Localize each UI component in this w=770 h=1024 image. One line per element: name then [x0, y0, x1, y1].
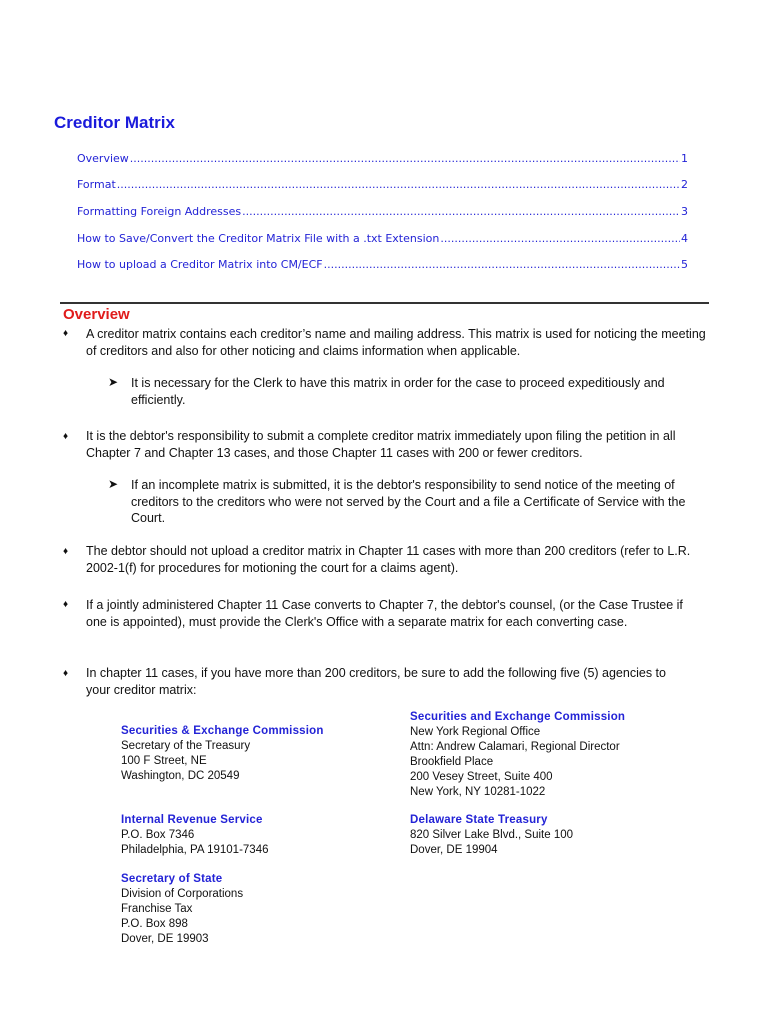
bullet-paragraph: If a jointly administered Chapter 11 Case converts to Chapter 7, the debtor's counsel, (or the Case Trustee if one is appointed), must provide the Clerk's Office with a separate matrix for each converting case.: [86, 598, 683, 629]
arrow-bullet-icon: ➤: [108, 477, 119, 491]
agency-name: Delaware State Treasury: [410, 814, 548, 826]
agency-address: [410, 710, 625, 800]
toc-page: 4: [681, 232, 688, 245]
document-title: Creditor Matrix: [54, 113, 175, 132]
address-line: Franchise Tax: [121, 903, 193, 915]
agency-address: [121, 813, 269, 858]
address-line: New York, NY 10281-1022: [410, 786, 546, 798]
agency-name: Secretary of State: [121, 873, 223, 885]
address-line: Division of Corporations: [121, 888, 244, 900]
subbullet-paragraph: If an incomplete matrix is submitted, it is the debtor's responsibility to send notice of the meeting of creditors to the creditors who were not served by the Court and a file a Certificate of Service with the Court.: [131, 478, 686, 525]
bullet-paragraph: In chapter 11 cases, if you have more than 200 creditors, be sure to add the following five (5) agencies to your creditor matrix:: [86, 666, 666, 697]
toc-label: How to Save/Convert the Creditor Matrix File with a .txt Extension: [77, 232, 440, 245]
address-line: New York Regional Office: [410, 726, 541, 738]
address-line: Dover, DE 19904: [410, 844, 498, 856]
toc-link-foreign-addresses[interactable]: [77, 205, 688, 218]
toc-leader: [324, 258, 680, 271]
toc-label: How to upload a Creditor Matrix into CM/ECF: [77, 258, 323, 271]
agency-name: Internal Revenue Service: [121, 814, 263, 826]
toc-link-upload[interactable]: [77, 258, 688, 271]
address-line: Dover, DE 19903: [121, 933, 209, 945]
toc-label: Formatting Foreign Addresses: [77, 205, 242, 218]
toc-leader: [117, 178, 680, 191]
address-line: Secretary of the Treasury: [121, 740, 251, 752]
arrow-bullet-icon: ➤: [108, 375, 119, 389]
toc-leader: [130, 152, 680, 165]
address-line: 100 F Street, NE: [121, 755, 207, 767]
agency-name: Securities and Exchange Commission: [410, 711, 626, 723]
toc-label: Format: [77, 178, 116, 191]
subbullet-paragraph: It is necessary for the Clerk to have this matrix in order for the case to proceed expeditiously and efficiently.: [131, 376, 665, 407]
section-heading: Overview: [63, 306, 130, 323]
diamond-bullet-icon: ♦: [63, 431, 69, 442]
address-line: 820 Silver Lake Blvd., Suite 100: [410, 829, 574, 841]
agency-address: [121, 872, 243, 947]
agency-name: Securities & Exchange Commission: [121, 725, 324, 737]
agency-address: [121, 724, 324, 784]
toc-page: 1: [681, 152, 688, 165]
toc-page: 5: [681, 258, 688, 271]
agency-address: [410, 813, 573, 858]
toc-label: Overview: [77, 152, 129, 165]
diamond-bullet-icon: ♦: [63, 546, 69, 557]
bullet-paragraph: A creditor matrix contains each creditor’s name and mailing address. This matrix is used for noticing the meeting of creditors and also for other noticing and claims information when applicable.: [86, 327, 706, 358]
address-line: Attn: Andrew Calamari, Regional Director: [410, 741, 620, 753]
toc-leader: [440, 232, 680, 245]
address-line: P.O. Box 898: [121, 918, 188, 930]
diamond-bullet-icon: ♦: [63, 668, 69, 679]
bullet-paragraph: It is the debtor's responsibility to submit a complete creditor matrix immediately upon filing the petition in all Chapter 7 and Chapter 13 cases, and those Chapter 11 cases with 200 or fewer creditors.: [86, 429, 676, 460]
address-line: P.O. Box 7346: [121, 829, 195, 841]
toc-link-save-convert[interactable]: [77, 232, 688, 245]
address-line: Brookfield Place: [410, 756, 494, 768]
address-line: Philadelphia, PA 19101-7346: [121, 844, 269, 856]
toc-link-overview[interactable]: [77, 152, 688, 165]
section-divider: [60, 302, 709, 304]
toc-link-format[interactable]: [77, 178, 688, 191]
bullet-paragraph: The debtor should not upload a creditor matrix in Chapter 11 cases with more than 200 creditors (refer to L.R. 2002-1(f) for procedures for motioning the court for a claims agent).: [86, 544, 691, 575]
address-line: Washington, DC 20549: [121, 770, 240, 782]
toc-page: 2: [681, 178, 688, 191]
diamond-bullet-icon: ♦: [63, 328, 69, 339]
toc-leader: [242, 205, 680, 218]
address-line: 200 Vesey Street, Suite 400: [410, 771, 553, 783]
diamond-bullet-icon: ♦: [63, 599, 69, 610]
toc-page: 3: [681, 205, 688, 218]
